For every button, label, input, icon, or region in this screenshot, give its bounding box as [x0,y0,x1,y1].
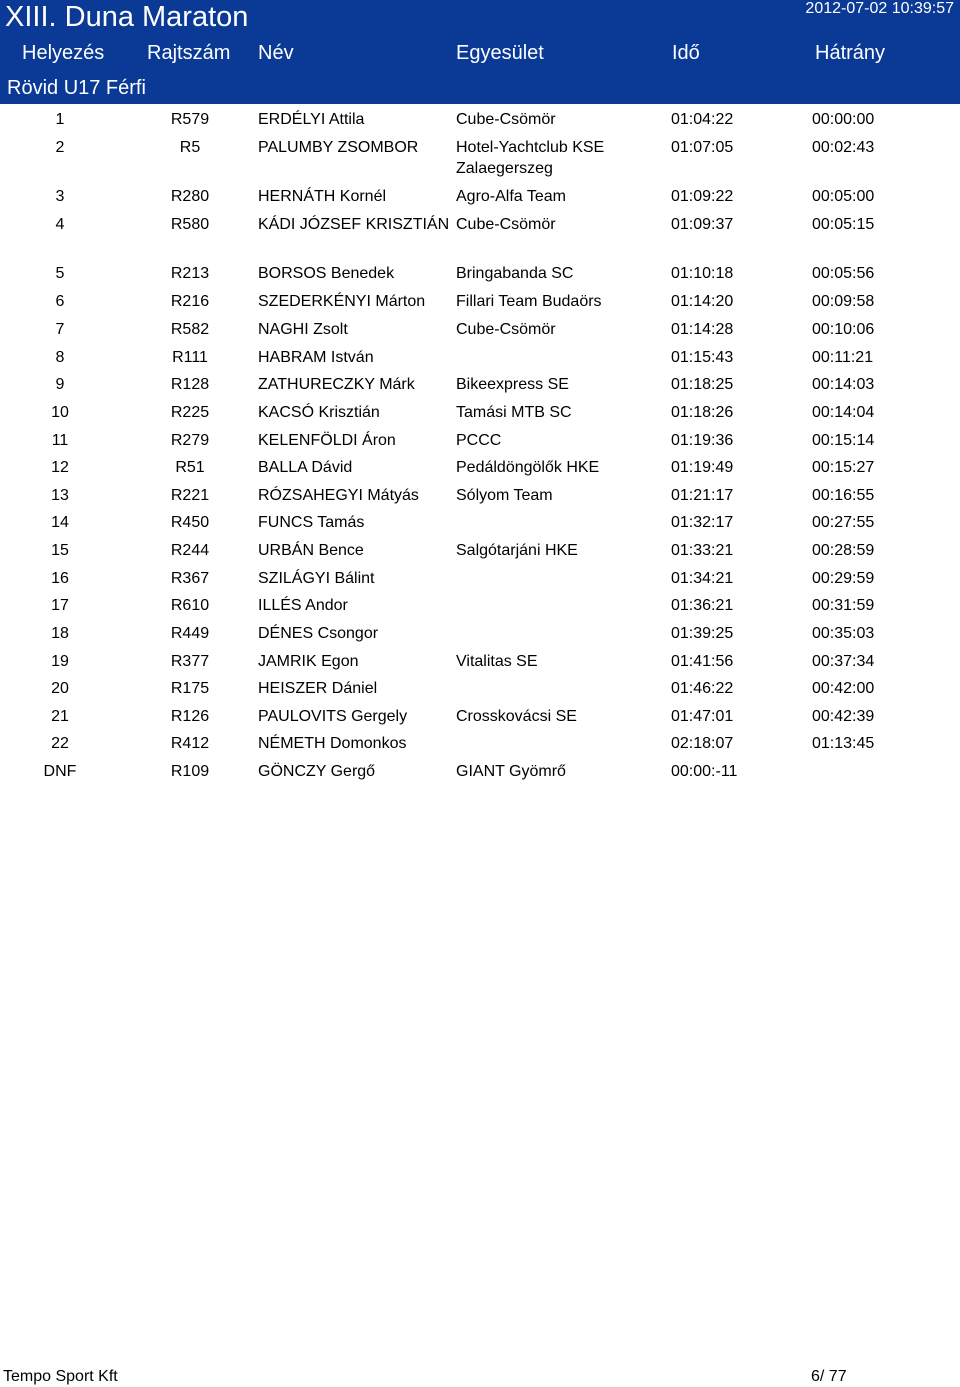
cell-gap: 00:35:03 [812,625,875,642]
cell-gap: 00:16:55 [812,487,875,504]
cell-time: 01:07:05 [671,139,734,156]
cell-time: 01:36:21 [671,597,734,614]
cell-name: RÓZSAHEGYI Mátyás [258,487,419,504]
cell-time: 01:04:22 [671,111,734,128]
cell-rank: 12 [51,459,69,476]
column-header-club: Egyesület [456,42,544,64]
cell-club: Hotel-Yachtclub KSE Zalaegerszeg [456,139,605,177]
cell-gap: 00:14:04 [812,404,875,421]
cell-time: 01:09:37 [671,216,734,233]
column-header-bib: Rajtszám [147,42,231,64]
cell-bib: R280 [170,188,210,205]
cell-name: PAULOVITS Gergely [258,708,408,725]
cell-rank: 4 [55,216,65,233]
cell-time: 01:18:26 [671,404,734,421]
cell-rank: 19 [51,653,69,670]
cell-club: Salgótarjáni HKE [456,542,578,559]
column-header-name: Név [258,42,294,64]
cell-gap: 00:42:00 [812,680,875,697]
cell-time: 01:33:21 [671,542,734,559]
cell-name: ILLÉS Andor [258,597,348,614]
cell-club: Cube-Csömör [456,216,556,233]
cell-bib: R449 [170,625,210,642]
document-title: XIII. Duna Maraton [5,1,249,33]
cell-gap: 00:00:00 [812,111,875,128]
cell-bib: R175 [170,680,210,697]
cell-name: NÉMETH Domonkos [258,735,407,752]
cell-bib: R582 [170,321,210,338]
cell-time: 01:34:21 [671,570,734,587]
cell-rank: 2 [55,139,65,156]
cell-rank: 3 [55,188,65,205]
cell-bib: R450 [170,514,210,531]
cell-time: 01:14:20 [671,293,734,310]
cell-name: FUNCS Tamás [258,514,365,531]
cell-rank: 11 [51,432,69,449]
cell-time: 01:19:36 [671,432,734,449]
cell-name: PALUMBY ZSOMBOR [258,139,419,156]
cell-rank: 20 [51,680,69,697]
column-header-gap: Hátrány [815,42,886,64]
cell-rank: 16 [51,570,69,587]
cell-name: BALLA Dávid [258,459,353,476]
cell-bib: R610 [170,597,210,614]
cell-bib: R213 [170,265,210,282]
footer-company: Tempo Sport Kft [3,1368,118,1385]
cell-name: URBÁN Bence [258,542,364,559]
cell-time: 01:46:22 [671,680,734,697]
cell-gap: 00:02:43 [812,139,875,156]
cell-rank: 14 [51,514,69,531]
cell-rank: 8 [55,349,65,366]
cell-time: 00:00:-11 [671,763,738,780]
cell-bib: R128 [170,376,210,393]
cell-name: HERNÁTH Kornél [258,188,387,205]
cell-bib: R109 [170,763,210,780]
cell-rank: 1 [55,111,65,128]
cell-name: ERDÉLYI Attila [258,111,365,128]
cell-club: Bringabanda SC [456,265,574,282]
cell-club: PCCC [456,432,502,449]
cell-club: Vitalitas SE [456,653,538,670]
cell-time: 01:41:56 [671,653,734,670]
category-label: Rövid U17 Férfi [7,77,146,99]
footer-page-number: 6/ 77 [811,1368,847,1385]
cell-rank: DNF [43,763,77,780]
cell-gap: 00:11:21 [812,349,874,366]
cell-bib: R126 [170,708,210,725]
cell-time: 01:09:22 [671,188,734,205]
cell-club: Cube-Csömör [456,321,556,338]
cell-club: Bikeexpress SE [456,376,569,393]
cell-rank: 15 [51,542,69,559]
cell-gap: 00:10:06 [812,321,875,338]
header-bar [0,0,960,104]
cell-rank: 21 [51,708,69,725]
cell-name: KELENFÖLDI Áron [258,432,396,449]
cell-bib: R279 [170,432,210,449]
cell-time: 01:21:17 [671,487,734,504]
print-timestamp: 2012-07-02 10:39:57 [805,0,954,17]
cell-gap: 00:29:59 [812,570,875,587]
cell-gap: 00:42:39 [812,708,875,725]
cell-time: 01:10:18 [671,265,734,282]
cell-gap: 01:13:45 [812,735,875,752]
cell-name: DÉNES Csongor [258,625,379,642]
cell-name: GÖNCZY Gergő [258,763,376,780]
cell-gap: 00:05:00 [812,188,875,205]
cell-bib: R580 [170,216,210,233]
cell-bib: R216 [170,293,210,310]
cell-bib: R221 [170,487,210,504]
cell-gap: 00:14:03 [812,376,875,393]
cell-rank: 22 [51,735,69,752]
cell-name: SZILÁGYI Bálint [258,570,375,587]
cell-club: GIANT Gyömrő [456,763,566,780]
cell-time: 01:47:01 [671,708,734,725]
cell-club: Fillari Team Budaörs [456,293,602,310]
cell-bib: R244 [170,542,210,559]
cell-bib: R5 [179,139,201,156]
cell-rank: 9 [55,376,65,393]
cell-gap: 00:15:27 [812,459,875,476]
cell-bib: R367 [170,570,210,587]
cell-rank: 17 [51,597,69,614]
cell-name: NAGHI Zsolt [258,321,348,338]
cell-name: JAMRIK Egon [258,653,359,670]
cell-club: Cube-Csömör [456,111,556,128]
cell-gap: 00:05:15 [812,216,875,233]
cell-name: SZEDERKÉNYI Márton [258,293,426,310]
cell-gap: 00:05:56 [812,265,875,282]
cell-bib: R412 [170,735,210,752]
cell-bib: R225 [170,404,210,421]
cell-rank: 10 [51,404,69,421]
cell-gap: 00:27:55 [812,514,875,531]
cell-rank: 5 [55,265,65,282]
cell-time: 01:39:25 [671,625,734,642]
cell-club: Agro-Alfa Team [456,188,566,205]
cell-bib: R579 [170,111,210,128]
cell-name: ZATHURECZKY Márk [258,376,415,393]
cell-name: KACSÓ Krisztián [258,404,380,421]
cell-rank: 18 [51,625,69,642]
cell-gap: 00:09:58 [812,293,875,310]
cell-name: KÁDI JÓZSEF KRISZTIÁN [258,216,450,233]
cell-time: 01:19:49 [671,459,734,476]
cell-time: 01:15:43 [671,349,734,366]
column-header-rank: Helyezés [22,42,105,64]
cell-time: 01:14:28 [671,321,734,338]
cell-rank: 6 [55,293,65,310]
cell-club: Sólyom Team [456,487,553,504]
cell-club: Crosskovácsi SE [456,708,577,725]
cell-rank: 13 [51,487,69,504]
cell-time: 01:32:17 [671,514,734,531]
cell-time: 01:18:25 [671,376,734,393]
cell-name: HEISZER Dániel [258,680,378,697]
cell-bib: R51 [175,459,205,476]
cell-gap: 00:37:34 [812,653,875,670]
cell-name: HABRAM István [258,349,374,366]
cell-rank: 7 [55,321,65,338]
cell-name: BORSOS Benedek [258,265,395,282]
cell-gap: 00:31:59 [812,597,875,614]
cell-club: Tamási MTB SC [456,404,572,421]
cell-club: Pedáldöngölők HKE [456,459,600,476]
column-header-time: Idő [672,42,700,64]
cell-bib: R111 [172,349,208,366]
cell-bib: R377 [170,653,210,670]
cell-gap: 00:15:14 [812,432,875,449]
cell-gap: 00:28:59 [812,542,875,559]
cell-time: 02:18:07 [671,735,734,752]
